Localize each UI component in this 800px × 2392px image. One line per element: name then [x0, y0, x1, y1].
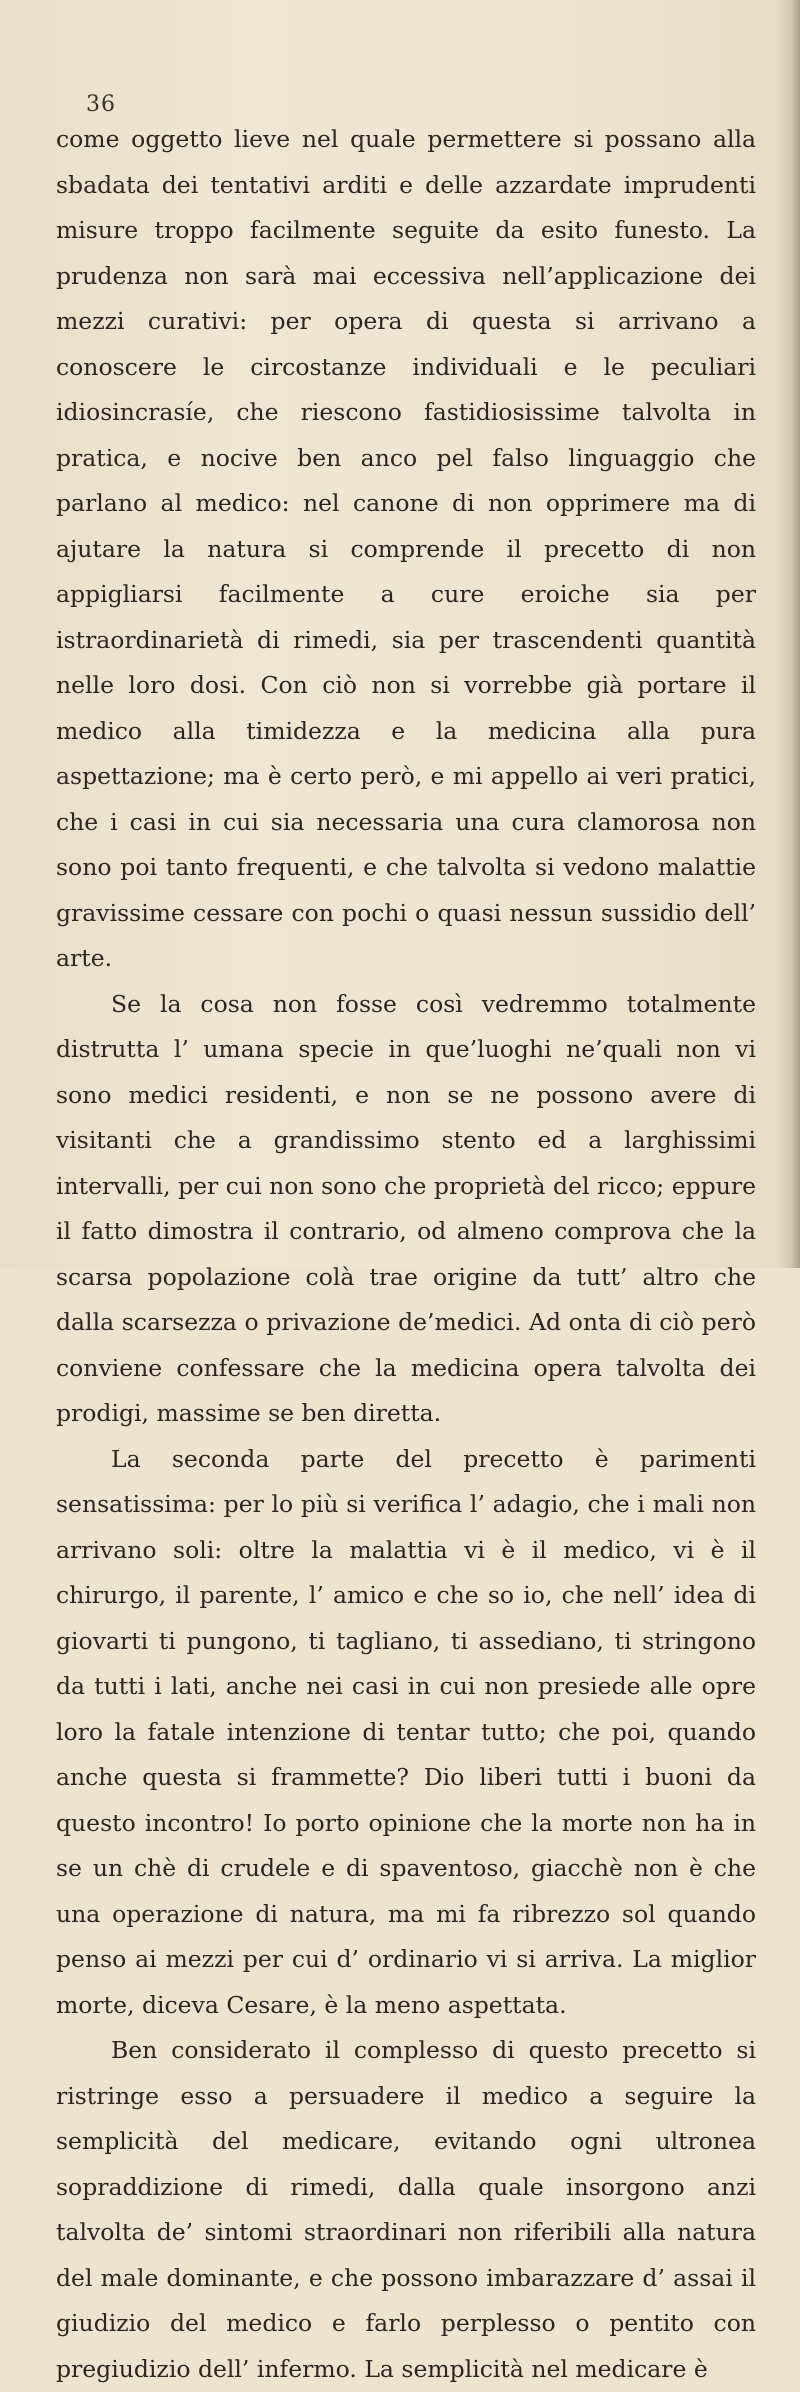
paragraph-3: La seconda parte del precetto è parimenti sensatissima: per lo più si verifica l’ adagio, che i mali non arrivano soli: oltre la malattia vi è il medico, vi è il chirurgo, il parente, l’ amico e che so io, che nell’ idea di giovarti ti pungono, ti tagliano, ti assediano, ti stringono da tutti i lati, anche nei casi in cui non presiede alle opre loro la fatale intenzione di tentar tutto; che poi, quando anche questa si frammette? Dio liberi tutti i buoni da questo incontro! Io porto opinione che la morte non ha in se un chè di crudele e di spaventoso, giacchè non è che una operazione di natura, ma mi fa ribrezzo sol quando penso ai mezzi per cui d’ ordinario vi si arriva. La miglior morte, diceva Cesare, è la meno aspettata.	[56, 1444, 756, 2019]
body-text	[56, 117, 756, 2392]
paragraph-1: come oggetto lieve nel quale permettere si possano alla sbadata dei tentativi arditi e delle azzardate imprudenti misure troppo facilmente seguite da esito funesto. La prudenza non sarà mai eccessiva nell’applicazione dei mezzi curativi: per opera di questa si arrivano a conoscere le circostanze individuali e le peculiari idiosincrasíe, che riescono fastidiosissime talvolta in pratica, e nocive ben anco pel falso linguaggio che parlano al medico: nel canone di non opprimere ma di ajutare la natura si comprende il precetto di non appigliarsi facilmente a cure eroiche sia per istraordinarietà di rimedi, sia per trascendenti quantità nelle loro dosi. Con ciò non si vorrebbe già portare il medico alla timidezza e la medicina alla pura aspettazione; ma è certo però, e mi appello ai veri pratici, che i casi in cui sia necessaria una cura clamorosa non sono poi tanto frequenti, e che talvolta si vedono malattie gravissime cessare con pochi o quasi nessun sussidio dell’ arte.	[56, 125, 756, 972]
page-number: 36	[86, 92, 116, 117]
paragraph-2: Se la cosa non fosse così vedremmo totalmente distrutta l’ umana specie in que’luoghi ne’quali non vi sono medici residenti, e non se ne possono avere di visitanti che a grandissimo stento ed a larghissimi intervalli, per cui non sono che proprietà del ricco; eppure il fatto dimostra il contrario, od almeno comprova che la scarsa popolazione colà trae origine da tutt’ altro che dalla scarsezza o privazione de’medici. Ad onta di ciò però conviene confessare che la medicina opera talvolta dei prodigi, massime se ben diretta.	[56, 989, 756, 1427]
page-edge-shadow	[778, 0, 800, 1268]
paragraph-4: Ben considerato il complesso di questo precetto si ristringe esso a persuadere il medico a seguire la semplicità del medicare, evitando ogni ultronea sopraddizione di rimedi, dalla quale insorgono anzi talvolta de’ sintomi straordinari non riferibili alla natura del male dominante, e che possono imbarazzare d’ assai il giudizio del medico e farlo perplesso o pentito con pregiudizio dell’ infermo. La semplicità nel medicare è	[56, 2036, 756, 2383]
